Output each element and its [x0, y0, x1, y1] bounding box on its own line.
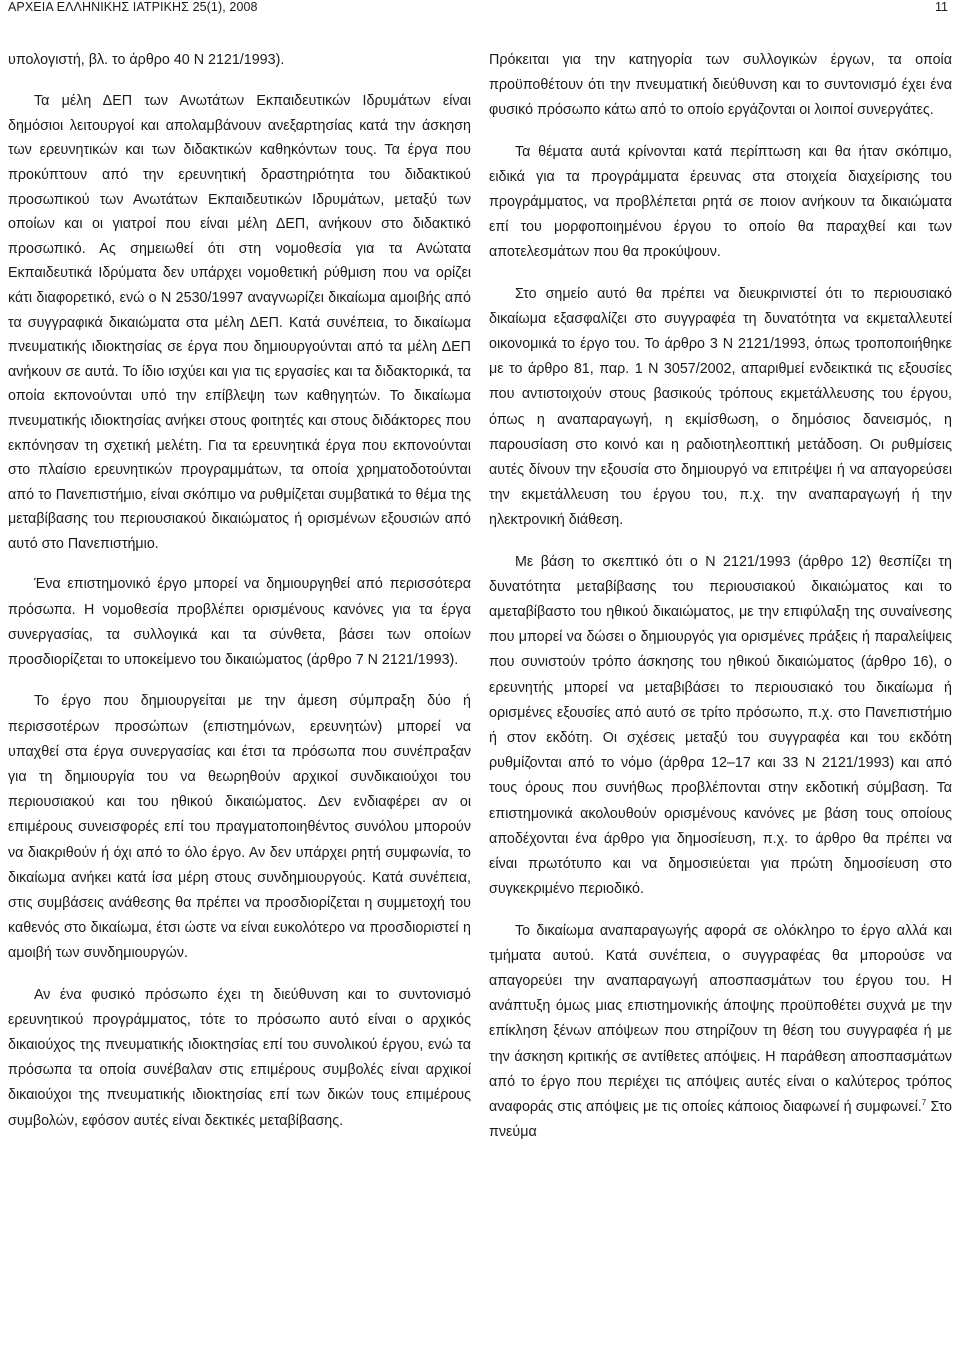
journal-citation: ΑΡΧΕΙΑ ΕΛΛΗΝΙΚΗΣ ΙΑΤΡΙΚΗΣ 25(1), 2008 — [8, 0, 258, 14]
paragraph: Στο σημείο αυτό θα πρέπει να διευκρινιστεί ότι το περιουσιακό δικαίωμα εξασφαλίζει στο συγγραφέα τη δυνατότητα να εκμεταλλευτεί οικονομικά το έργο του. Το άρθρο 3 Ν 2121/1993, όπως τροποποιήθηκε με το άρθρο 81, παρ. 1 Ν 3057/2002, απαριθμεί ενδεικτικά τις εξουσίες που αντιστοιχούν στους βασικούς τρόπους εκμετάλλευσης του έργου, όπως η αναπαραγωγή, η εκμίσθωση, ο δημόσιος δανεισμός, η παρουσίαση στο κοινό και η ραδιοτηλεοπτική μετάδοση. Οι ρυθμίσεις αυτές δίνουν την εξουσία στο δημιουργό να επιτρέψει ή να απαγορεύσει την εκμετάλλευση του έργου του, π.χ. την αναπαραγωγή ή την ηλεκτρονική διάθεση. — [489, 285, 952, 529]
footnote-reference[interactable]: 7 — [921, 1098, 927, 1108]
paragraph: Τα μέλη ΔΕΠ των Ανωτάτων Εκπαιδευτικών Ιδρυμάτων είναι δημόσιοι λειτουργοί και απολαμβάνουν ανεξαρτησίας κατά την άσκηση των ερευνητικών και των διδακτικών καθηκόντων τους. Τα έργα που προκύπτουν από την ερευνητική δραστηριότητα του διδακτικού προσωπικού των Ανωτάτων Εκπαιδευτικών Ιδρυμάτων, μεταξύ των οποίων και οι γιατροί που είναι μέλη ΔΕΠ, ανήκουν στο διδακτικό προσωπικό. Ας σημειωθεί ότι στη νομοθεσία για τα Ανώτατα Εκπαιδευτικά Ιδρύματα δεν υπάρχει νομοθετική ρύθμιση που να ορίζει κάτι διαφορετικό, ενώ ο Ν 2530/1997 αναγνωρίζει δικαίωμα αμοιβής από τα συγγραφικά δικαιώματα στα μέλη ΔΕΠ. Κατά συνέπεια, το δικαίωμα πνευματικής ιδιοκτησίας σε έργα που δημιουργούνται από τα μέλη ΔΕΠ ανήκουν σε αυτά. Το ίδιο ισχύει και για τις εργασίες και τα διδακτορικά, τα οποία εκπονούνται υπό την επίβλεψη των καθηγητών. Το δικαίωμα πνευματικής ιδιοκτησίας ανήκει στους φοιτητές και στους διδάκτορες που εκπόνησαν τη σχετική μελέτη. Για τα ερευνητικά έργα που εκπονούνται στο πλαίσιο ερευνητικών προγραμμάτων, τα οποία χρηματοδοτούνται από το Πανεπιστήμιο, είναι σκόπιμο να ρυθμίζεται συμβατικά το θέμα της μεταβίβασης του περιουσιακού δικαιώματος ή ορισμένων εξουσιών από αυτό στο Πανεπιστήμιο. — [8, 93, 471, 552]
paragraph: Ένα επιστημονικό έργο μπορεί να δημιουργηθεί από περισσότερα πρόσωπα. Η νομοθεσία προβλέπει ορισμένους κανόνες για τα έργα συνεργασίας, τα συλλογικά και τα σύνθετα, βάσει των οποίων προσδιορίζεται το υποκείμενο του δικαιώματος (άρθρο 7 Ν 2121/1993). — [8, 576, 471, 669]
paragraph-text: Το δικαίωμα αναπαραγωγής αφορά σε ολόκληρο το έργο αλλά και τμήματα αυτού. Κατά συνέπεια, ο συγγραφέας θα μπορούσε να απαγορεύει την αναπαραγωγή αποσπασμάτων του έργου του. Η ανάπτυξη όμως μιας επιστημονικής άποψης προϋποθέτει συχνά με την επίκληση ξένων απόψεων που στηρίζουν τη θέση του συγγραφέα ή με την άσκηση κριτικής σε αντίθετες απόψεις. Η παράθεση αποσπασμάτων από το έργο που περιέχει τις απόψεις αυτές είναι ο καλύτερος τρόπος αναφοράς στις απόψεις με τις οποίες κάποιος διαφωνεί ή συμφωνεί. — [489, 922, 952, 1115]
paragraph: Πρόκειται για την κατηγορία των συλλογικών έργων, τα οποία προϋποθέτουν ότι την πνευματική διεύθυνση και το συντονισμό έχει ένα φυσικό πρόσωπο κάτω από το οποίο εργάζονται οι λοιποί συνεργάτες. — [489, 52, 952, 119]
page-number: 11 — [935, 0, 948, 14]
right-column — [489, 48, 952, 1145]
left-column — [8, 48, 471, 1134]
paragraph: Τα θέματα αυτά κρίνονται κατά περίπτωση και θα ήταν σκόπιμο, ειδικά για τα προγράμματα έρευνας στα στοιχεία διαχείρισης του προγράμματος, να προβλέπεται ρητά σε ποιον ανήκουν τα δικαιώματα επί του μορφοποιημένου έργου το οποίο θα παραχθεί και των αποτελεσμάτων που θα προκύψουν. — [489, 143, 952, 261]
paragraph-continuation: Στο πνεύμα — [489, 1098, 952, 1141]
running-header — [0, 0, 960, 28]
paragraph: Με βάση το σκεπτικό ότι ο Ν 2121/1993 (άρθρο 12) θεσπίζει τη δυνατότητα μεταβίβασης του περιουσιακού δικαιώματος και το αμεταβίβαστο του ηθικού δικαιώματος, με την επιφύλαξη της συναίνεσης που μπορεί να δώσει ο δημιουργός για ορισμένες πράξεις ή παραλείψεις που συνιστούν τρόπο άσκησης του ηθικού δικαιώματος (άρθρο 16), ο ερευνητής μπορεί να μεταβιβάσει το περιουσιακό του δικαίωμα ή ορισμένες εξουσίες από αυτό σε τρίτο πρόσωπο, π.χ. στο Πανεπιστήμιο ή στον εκδότη. Οι σχέσεις μεταξύ του συγγραφέα και του εκδότη ρυθμίζονται από το νόμο (άρθρα 12–17 και 33 Ν 2121/1993) και από τους όρους που συνήθως προβλέπονται στην εκδοτική σύμβαση. Τα επιστημονικά ακολουθούν ορισμένους κανόνες με βάση τους οποίους αποδέχονται ένα άρθρο για δημοσίευση, π.χ. το άρθρο θα πρέπει να είναι πρωτότυπο και να δημοσιεύεται για πρώτη δημοσίευση στο συγκεκριμένο περιοδικό. — [489, 553, 952, 898]
paragraph — [489, 919, 952, 1146]
paragraph: Αν ένα φυσικό πρόσωπο έχει τη διεύθυνση και το συντονισμό ερευνητικού προγράμματος, τότε το πρόσωπο αυτό είναι ο αρχικός δικαιούχος της πνευματικής ιδιοκτησίας επί του συνολικού έργου, ενώ τα πρόσωπα τα οποία συνέβαλαν στις επιμέρους συμβολές είναι αρχικοί δικαιούχοι της πνευματικής ιδιοκτησίας επί των δικών τους επιμέρους συμβολών, εφόσον αυτές είναι δεκτικές μεταβίβασης. — [8, 986, 471, 1129]
paragraph: Το έργο που δημιουργείται με την άμεση σύμπραξη δύο ή περισσοτέρων προσώπων (επιστημόνων, ερευνητών) μπορεί να υπαχθεί στα έργα συνεργασίας και έτσι τα πρόσωπα που συνέπραξαν για τη δημιουργία του να θεωρηθούν αρχικοί συνδικαιούχοι του περιουσιακού και του ηθικού δικαιώματος. Δεν ενδιαφέρει αν οι επιμέρους συνεισφορές επί του πραγματοποιηθέντος συνόλου μπορούν να διακριθούν ή όχι από το όλο έργο. Αν δεν υπάρχει ρητή συμφωνία, το δικαίωμα ανήκει κατά ίσα μέρη στους συνδημιουργούς. Κατά συνέπεια, στις συμβάσεις ανάθεσης θα πρέπει να προσδιορίζεται η συμμετοχή του καθενός στο δικαίωμα, έτσι ώστε να είναι ευκολότερο να προσδιοριστεί η αμοιβή των συνδημιουργών. — [8, 693, 471, 962]
paragraph: υπολογιστή, βλ. το άρθρο 40 Ν 2121/1993). — [8, 52, 285, 68]
